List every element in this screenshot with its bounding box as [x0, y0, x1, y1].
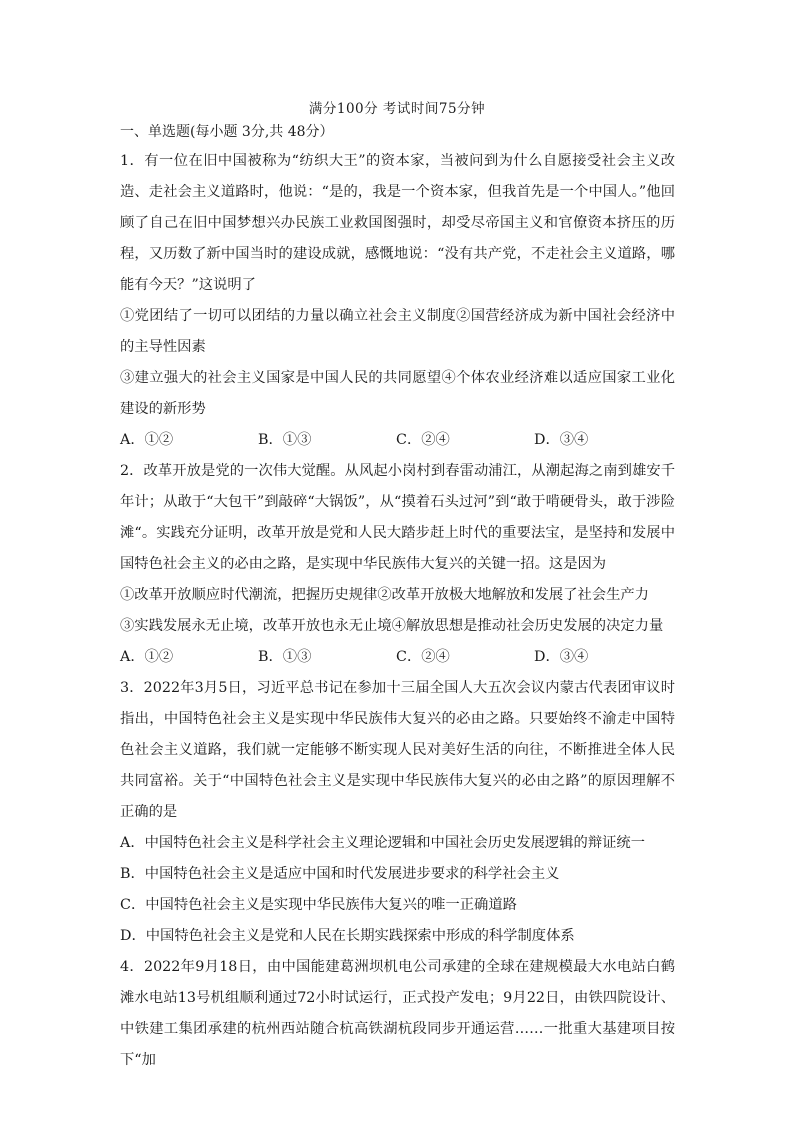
- question-1-statement-2: ③建立强大的社会主义国家是中国人民的共同愿望④个体农业经济难以适应国家工业化建设的新形势: [120, 370, 675, 417]
- option-b: B．①③: [258, 649, 312, 665]
- option-c: C．②④: [396, 432, 450, 448]
- option-d: D．③④: [534, 432, 589, 448]
- question-2-statement-2: ③实践发展永无止境，改革开放也永无止境④解放思想是推动社会历史发展的决定力量: [120, 618, 664, 634]
- question-3-stem: 3．2022年3月5日，习近平总书记在参加十三届全国人大五次会议内蒙古代表团审议时指出，中国特色社会主义是实现中华民族伟大复兴的必由之路。只要始终不渝走中国特色社会主义道路，我们就一定能够不断实现人民对美好生活的向往，不断推进全体人民共同富裕。关于“中国特色社会主义是实现中华民族伟大复兴的必由之路”的原因理解不正确的是: [120, 680, 675, 820]
- question-2-options: [120, 642, 675, 673]
- question-2-stem: 2．改革开放是党的一次伟大觉醒。从风起小岗村到春雷动浦江，从潮起海之南到雄安千年计；从敢于“大包干”到敲碎“大锅饭”，从“摸着石头过河”到“敢于啃硬骨头，敢于涉险滩“。实践充分证明，改革开放是党和人民大踏步赶上时代的重要法宝，是坚持和发展中国特色社会主义的必由之路，是实现中华民族伟大复兴的关键一招。这是因为: [120, 463, 675, 572]
- question-4-stem: 4．2022年9月18日，由中国能建葛洲坝机电公司承建的全球在建规模最大水电站白鹤滩水电站13号机组顺利通过72小时试运行，正式投产发电；9月22日，由铁四院设计、中铁建工集团承建的杭州西站随合杭高铁湖杭段同步开通运营……一批重大基建项目按下“加: [120, 959, 675, 1068]
- option-a: A．①②: [120, 649, 174, 665]
- question-1-options: [120, 425, 675, 456]
- option-b: B．①③: [258, 432, 312, 448]
- question-list: [120, 146, 675, 1076]
- exam-header: 满分100分 考试时间75分钟: [308, 101, 486, 117]
- section-title: 一、单选题(每小题 3分,共 48分）: [120, 124, 334, 140]
- option-d: D．③④: [534, 649, 589, 665]
- question-1-stem: 1．有一位在旧中国被称为“纺织大王”的资本家，当被问到为什么自愿接受社会主义改造、走社会主义道路时，他说：“是的，我是一个资本家，但我首先是一个中国人。”他回顾了自己在旧中国梦想兴办民族工业救国图强时，却受尽帝国主义和官僚资本挤压的历程，又历数了新中国当时的建设成就，感慨地说：“没有共产党，不走社会主义道路，哪能有今天？”这说明了: [120, 153, 675, 293]
- option-a: A．①②: [120, 432, 174, 448]
- question-2-statement-1: ①改革开放顺应时代潮流，把握历史规律②改革开放极大地解放和发展了社会生产力: [120, 587, 649, 603]
- option-b: B．中国特色社会主义是适应中国和时代发展进步要求的科学社会主义: [120, 866, 560, 882]
- option-c: C．②④: [396, 649, 450, 665]
- question-1-statement-1: ①党团结了一切可以团结的力量以确立社会主义制度②国营经济成为新中国社会经济中的主导性因素: [120, 308, 675, 355]
- option-a: A．中国特色社会主义是科学社会主义理论逻辑和中国社会历史发展逻辑的辩证统一: [120, 835, 646, 851]
- option-d: D．中国特色社会主义是党和人民在长期实践探索中形成的科学制度体系: [120, 928, 575, 944]
- option-c: C．中国特色社会主义是实现中华民族伟大复兴的唯一正确道路: [120, 897, 517, 913]
